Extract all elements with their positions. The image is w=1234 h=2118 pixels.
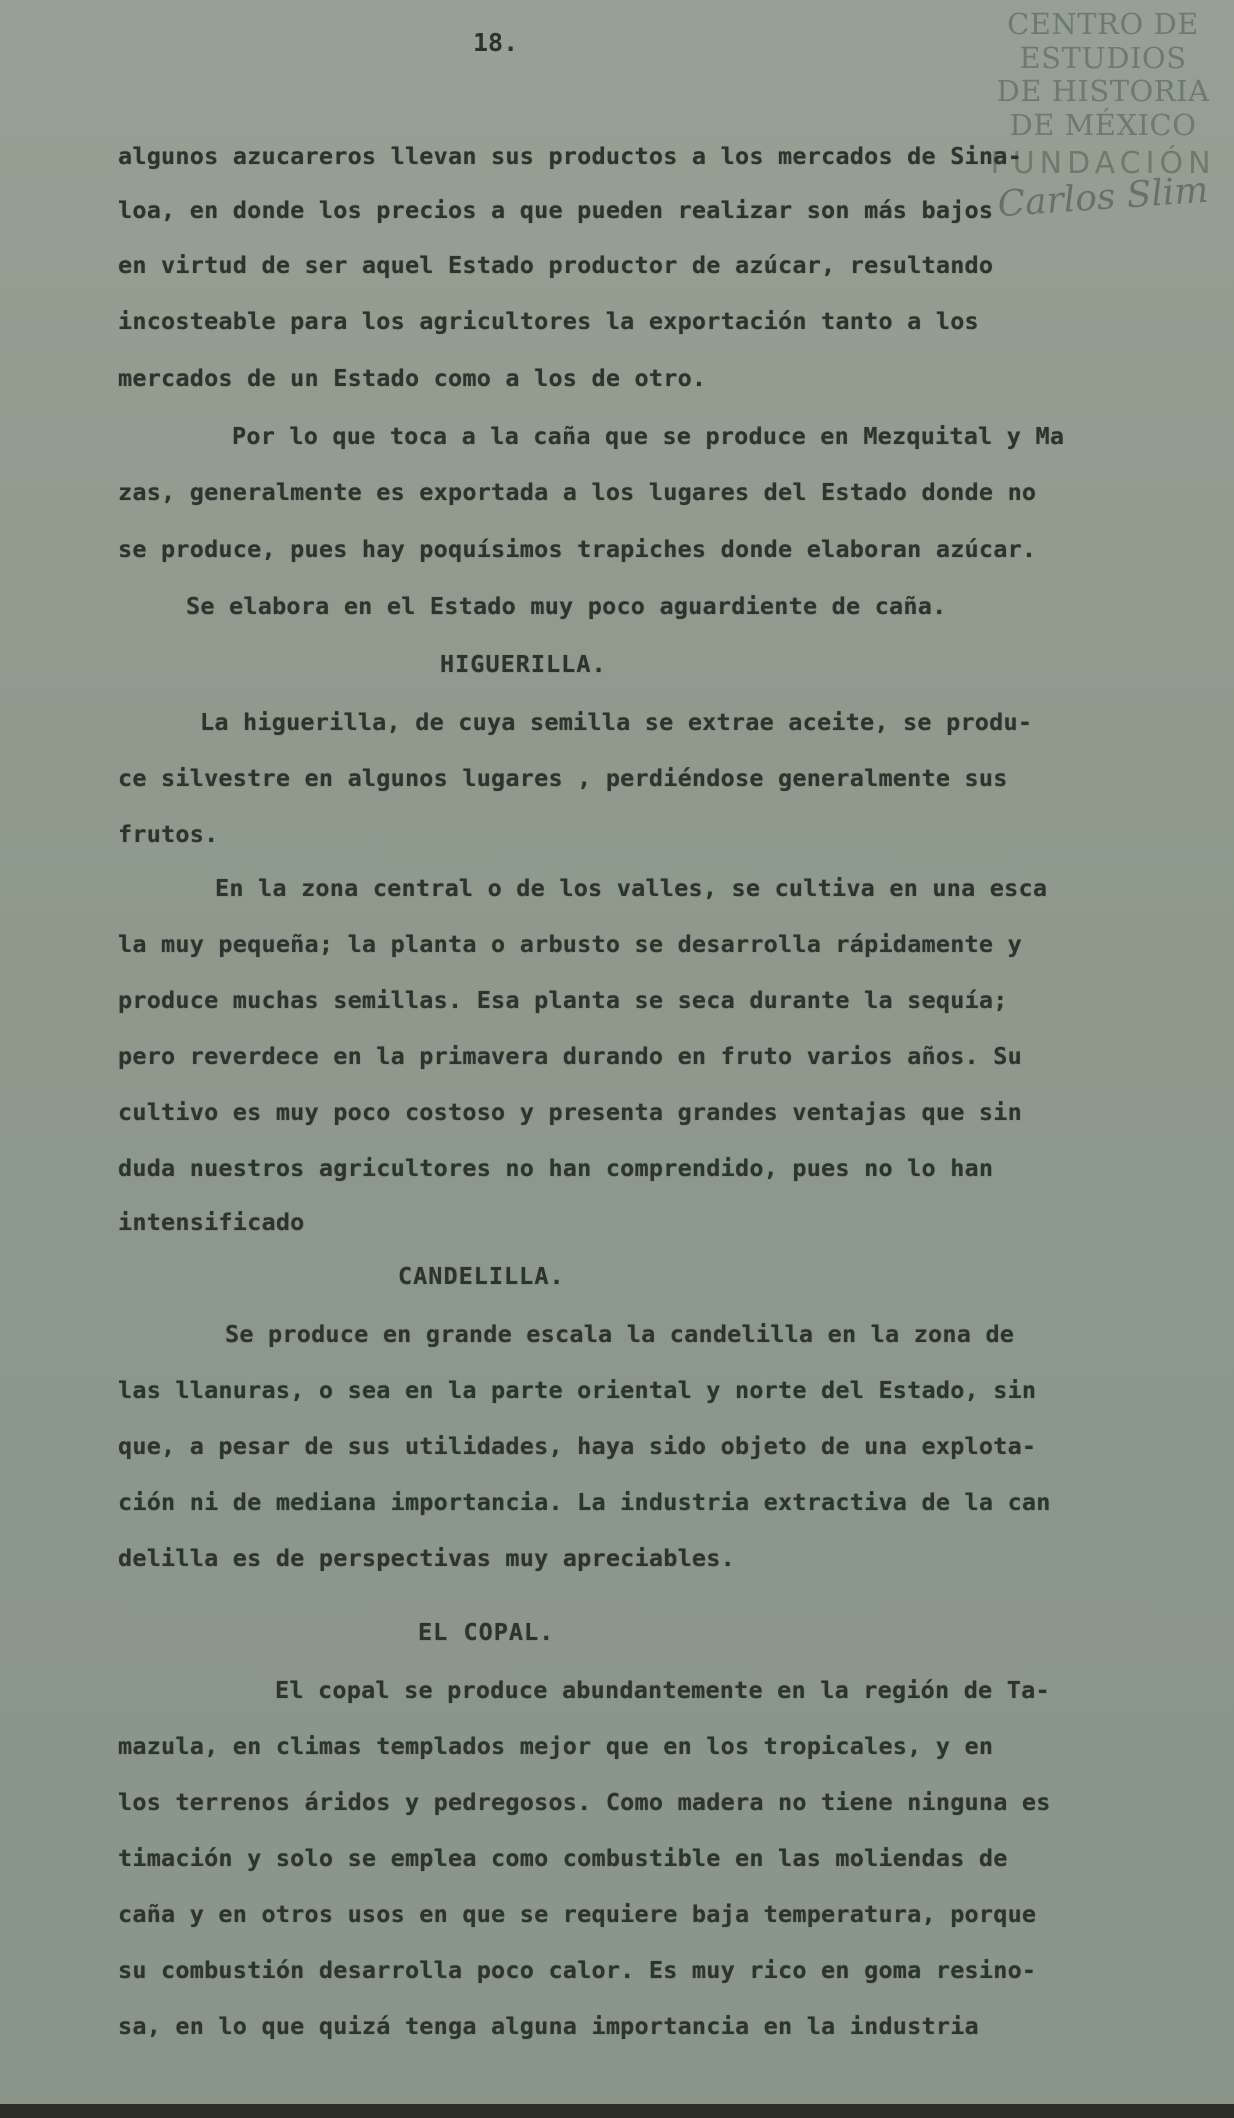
- text-line: produce muchas semillas. Esa planta se seca durante la sequía;: [118, 986, 1008, 1014]
- text-line: La higuerilla, de cuya semilla se extrae aceite, se produ-: [200, 708, 1033, 736]
- text-line: Se produce en grande escala la candelilla en la zona de: [225, 1320, 1015, 1348]
- text-line: la muy pequeña; la planta o arbusto se desarrolla rápidamente y: [118, 930, 1022, 958]
- text-line: zas, generalmente es exportada a los lugares del Estado donde no: [118, 478, 1037, 506]
- text-line: El copal se produce abundantemente en la región de Ta-: [275, 1676, 1050, 1704]
- text-line: sa, en lo que quizá tenga alguna importancia en la industria: [118, 2012, 979, 2040]
- text-line: cultivo es muy poco costoso y presenta grandes ventajas que sin: [118, 1098, 1022, 1126]
- watermark-line-4: DE MÉXICO: [1009, 107, 1197, 142]
- watermark-line-2: ESTUDIOS: [1019, 40, 1187, 75]
- text-line: algunos azucareros llevan sus productos a los mercados de Sina-: [118, 142, 1022, 170]
- text-line: mercados de un Estado como a los de otro.: [118, 364, 707, 392]
- text-line: duda nuestros agricultores no han comprendido, pues no lo han: [118, 1154, 994, 1182]
- watermark-signature: Carlos Slim: [996, 169, 1210, 226]
- text-line: En la zona central o de los valles, se cultiva en una esca: [215, 874, 1048, 902]
- section-heading-higuerilla: HIGUERILLA.: [440, 650, 607, 678]
- scan-bottom-edge: [0, 2104, 1234, 2118]
- text-line: mazula, en climas templados mejor que en los tropicales, y en: [118, 1732, 994, 1760]
- text-line: loa, en donde los precios a que pueden realizar son más bajos: [118, 196, 994, 224]
- text-line: su combustión desarrolla poco calor. Es muy rico en goma resino-: [118, 1956, 1037, 1984]
- text-line: se produce, pues hay poquísimos trapiches donde elaboran azúcar.: [118, 535, 1037, 563]
- text-line: intensificado: [118, 1208, 305, 1236]
- text-line: timación y solo se emplea como combustible en las moliendas de: [118, 1844, 1008, 1872]
- text-line: ce silvestre en algunos lugares , perdiéndose generalmente sus: [118, 764, 1008, 792]
- text-line: las llanuras, o sea en la parte oriental y norte del Estado, sin: [118, 1376, 1037, 1404]
- section-heading-candelilla: CANDELILLA.: [398, 1262, 565, 1290]
- archive-watermark: [988, 7, 1218, 226]
- text-line: caña y en otros usos en que se requiere baja temperatura, porque: [118, 1900, 1037, 1928]
- watermark-fundacion: FUNDACIÓN: [990, 145, 1216, 181]
- text-line: Se elabora en el Estado muy poco aguardiente de caña.: [186, 592, 947, 620]
- text-line: pero reverdece en la primavera durando en fruto varios años. Su: [118, 1042, 1022, 1070]
- text-line: delilla es de perspectivas muy apreciables.: [118, 1544, 735, 1572]
- page-number: 18.: [473, 28, 519, 57]
- text-line: que, a pesar de sus utilidades, haya sido objeto de una explota-: [118, 1432, 1037, 1460]
- watermark-line-3: DE HISTORIA: [996, 74, 1210, 109]
- text-line: en virtud de ser aquel Estado productor de azúcar, resultando: [118, 251, 994, 279]
- text-line: los terrenos áridos y pedregosos. Como madera no tiene ninguna es: [118, 1788, 1051, 1816]
- text-line: Por lo que toca a la caña que se produce en Mezquital y Ma: [232, 422, 1065, 450]
- section-heading-el-copal: EL COPAL.: [418, 1618, 555, 1646]
- text-line: frutos.: [118, 820, 219, 848]
- text-line: incosteable para los agricultores la exportación tanto a los: [118, 307, 979, 335]
- text-line: ción ni de mediana importancia. La industria extractiva de la can: [118, 1488, 1051, 1516]
- watermark-line-1: CENTRO DE: [1007, 7, 1199, 41]
